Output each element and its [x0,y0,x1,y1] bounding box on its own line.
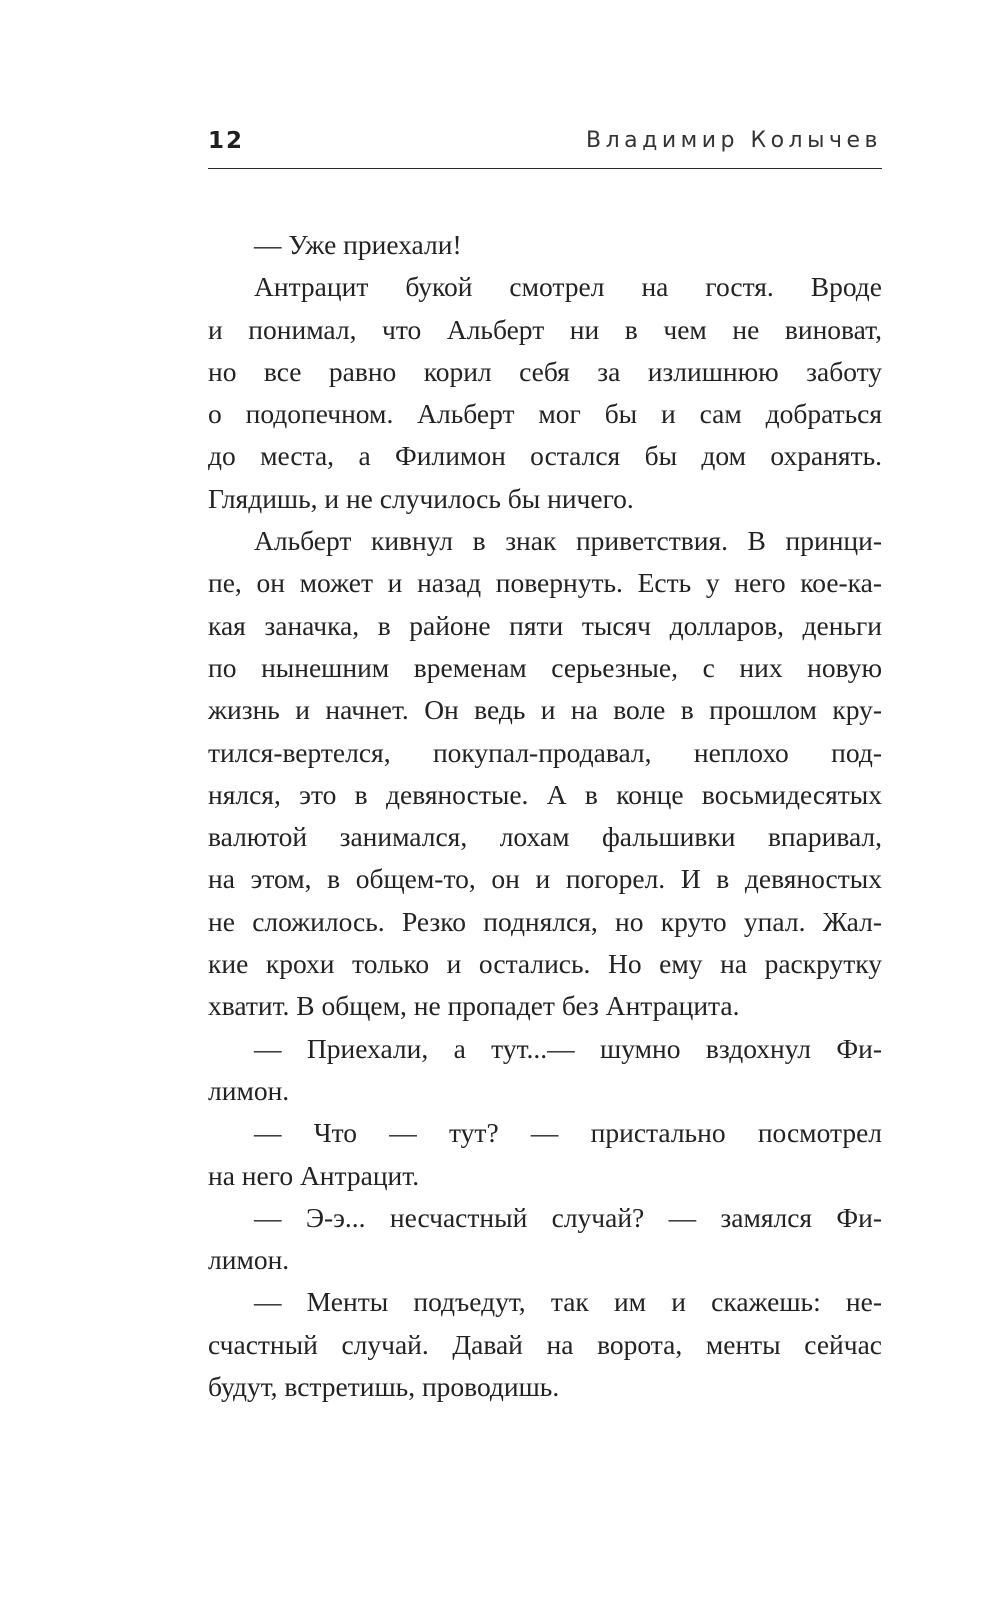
text-line: Антрацит букой смотрел на гостя. Вроде [254,271,882,303]
paragraph [208,1281,882,1408]
text-line: лимон. [208,1074,290,1106]
text-line: тился-вертелся, покупал-продавал, неплохо под- [208,736,882,768]
text-line: жизнь и начнет. Он ведь и на воле в прошлом кру- [208,694,882,726]
text-line: о подопечном. Альберт мог бы и сам добраться [208,398,882,430]
text-line: валютой занимался, лохам фальшивки впаривал, [208,821,882,853]
text-line: — Э-э... несчастный случай? — замялся Фи- [254,1201,882,1233]
text-line: кая заначка, в районе пяти тысяч долларов, деньги [208,609,882,641]
text-line: хватит. В общем, не пропадет без Антрацита. [208,990,740,1022]
text-line: по нынешним временам серьезные, с них новую [208,651,882,683]
text-line: — Уже приехали! [254,229,462,260]
text-line: и понимал, что Альберт ни в чем не виноват, [208,313,882,345]
text-line: счастный случай. Давай на ворота, менты сейчас [208,1328,882,1360]
text-line: не сложилось. Резко поднялся, но круто упал. Жал- [208,905,882,937]
text-line: Альберт кивнул в знак приветствия. В принци- [254,525,882,557]
text-line: будут, встретишь, проводишь. [208,1371,560,1403]
text-line: но все равно корил себя за излишнюю заботу [208,355,882,387]
paragraph [208,520,882,1028]
text-line: на него Антрацит. [208,1159,420,1191]
paragraph [208,1028,882,1113]
paragraph [208,224,882,266]
text-line: лимон. [208,1244,290,1276]
running-head-author: Владимир Колычев [585,128,882,153]
text-line: — Менты подъедут, так им и скажешь: не- [254,1286,882,1318]
body-text [208,224,882,1408]
text-line: до места, а Филимон остался бы дом охранять. [208,440,882,472]
text-line: — Что — тут? — пристально посмотрел [254,1117,882,1149]
text-line: Глядишь, и не случилось бы ничего. [208,482,634,514]
text-line: кие крохи только и остались. Но ему на раскрутку [208,948,882,980]
text-line: нялся, это в девяностые. А в конце восьмидесятых [208,778,882,810]
paragraph [208,266,882,520]
text-line: на этом, в общем-то, он и погорел. И в девяностых [208,863,882,895]
paragraph [208,1112,882,1197]
text-line: пе, он может и назад повернуть. Есть у него кое-ка- [208,567,882,599]
text-line: — Приехали, а тут...— шумно вздохнул Фи- [254,1032,882,1064]
page-header [208,128,882,169]
paragraph [208,1197,882,1282]
page-number: 12 [208,128,245,154]
